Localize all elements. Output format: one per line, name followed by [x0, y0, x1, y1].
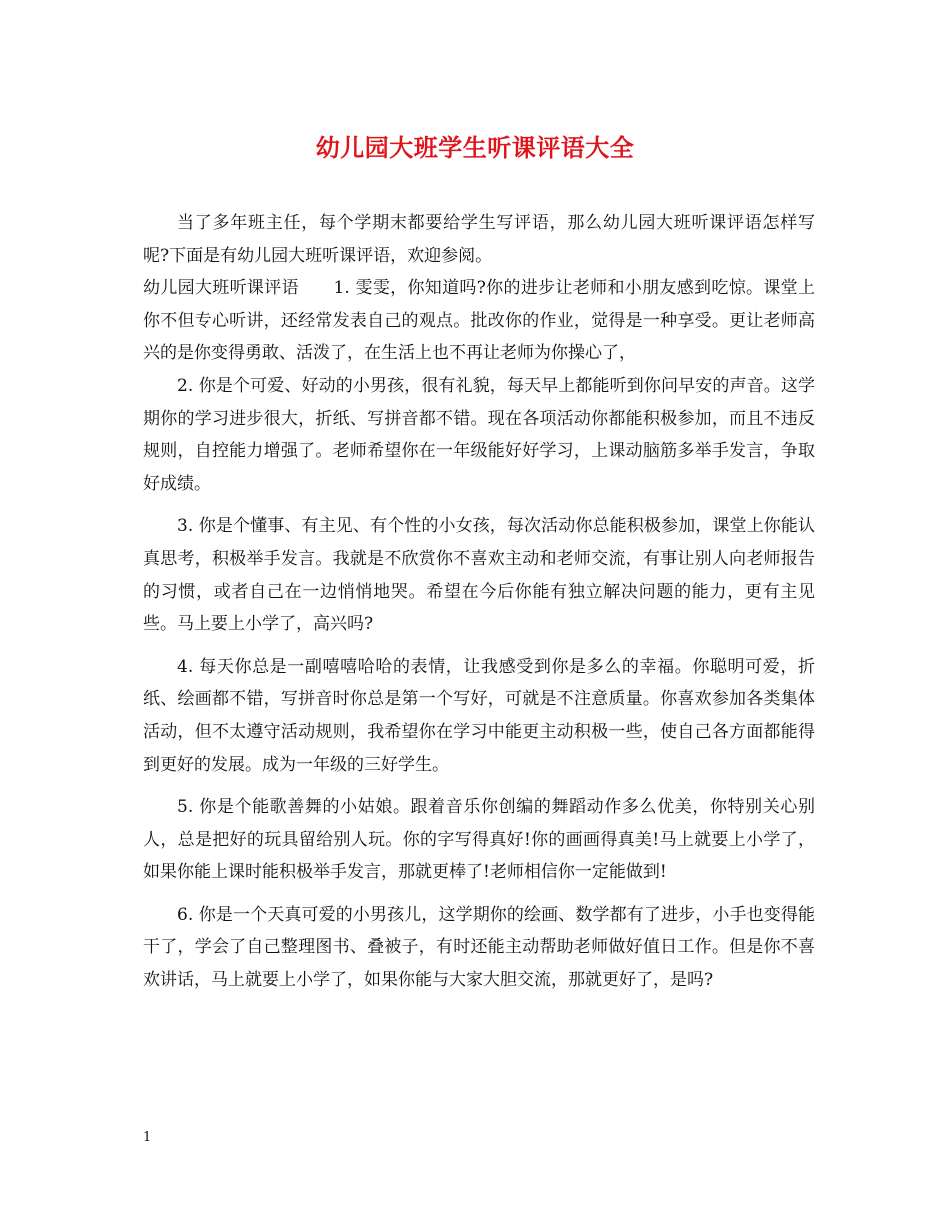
comment-4: 4. 每天你总是一副嘻嘻哈哈的表情，让我感受到你是多么的幸福。你聪明可爱，折纸、绘画都不错，写拼音时你总是第一个写好，可就是不注意质量。你喜欢参加各类集体活动，但不太遵守活动规则，我希望你在学习中能更主动积极一些，使自己各方面都能得到更好的发展。成为一年级的三好学生。 [143, 656, 815, 775]
intro-paragraph: 当了多年班主任，每个学期末都要给学生写评语，那么幼儿园大班听课评语怎样写呢?下面是有幼儿园大班听课评语，欢迎参阅。 [143, 213, 815, 266]
document-title: 幼儿园大班学生听课评语大全 [315, 133, 635, 162]
paragraph-gap [143, 641, 815, 651]
comment-2: 2. 你是个可爱、好动的小男孩，很有礼貌，每天早上都能听到你问早安的声音。这学期你的学习进步很大，折纸、写拼音都不错。现在各项活动你都能积极参加，而且不违反规则，自控能力增强了。老师希望你在一年级能好好学习，上课动脑筋多举手发言，争取好成绩。 [143, 375, 815, 494]
page-number: 1 [143, 1130, 152, 1145]
paragraph-gap [143, 500, 815, 510]
paragraph-gap [143, 889, 815, 899]
comment-5: 5. 你是个能歌善舞的小姑娘。跟着音乐你创编的舞蹈动作多么优美，你特别关心别人，总是把好的玩具留给别人玩。你的字写得真好!你的画画得真美!马上就要上小学了，如果你能上课时能积极举手发言，那就更棒了!老师相信你一定能做到! [143, 797, 815, 883]
comment-6: 6. 你是一个天真可爱的小男孩儿，这学期你的绘画、数学都有了进步，小手也变得能干了，学会了自己整理图书、叠被子，有时还能主动帮助老师做好值日工作。但是你不喜欢讲话，马上就要上小学了，如果你能与大家大胆交流，那就更好了，是吗? [143, 904, 815, 991]
section-heading-and-comment-1: 幼儿园大班听课评语 1. 雯雯，你知道吗?你的进步让老师和小朋友感到吃惊。课堂上你不但专心听讲，还经常发表自己的观点。批改你的作业，觉得是一种享受。更让老师高兴的是你变得勇敢、活泼了，在生活上也不再让老师为你操心了， [143, 278, 815, 364]
comment-3: 3. 你是个懂事、有主见、有个性的小女孩，每次活动你总能积极参加，课堂上你能认真思考，积极举手发言。我就是不欣赏你不喜欢主动和老师交流，有事让别人向老师报告的习惯，或者自己在一边悄悄地哭。希望在今后你能有独立解决问题的能力，更有主见些。马上要上小学了，高兴吗? [143, 516, 815, 635]
paragraph-gap [143, 781, 815, 791]
document-body [143, 207, 815, 997]
